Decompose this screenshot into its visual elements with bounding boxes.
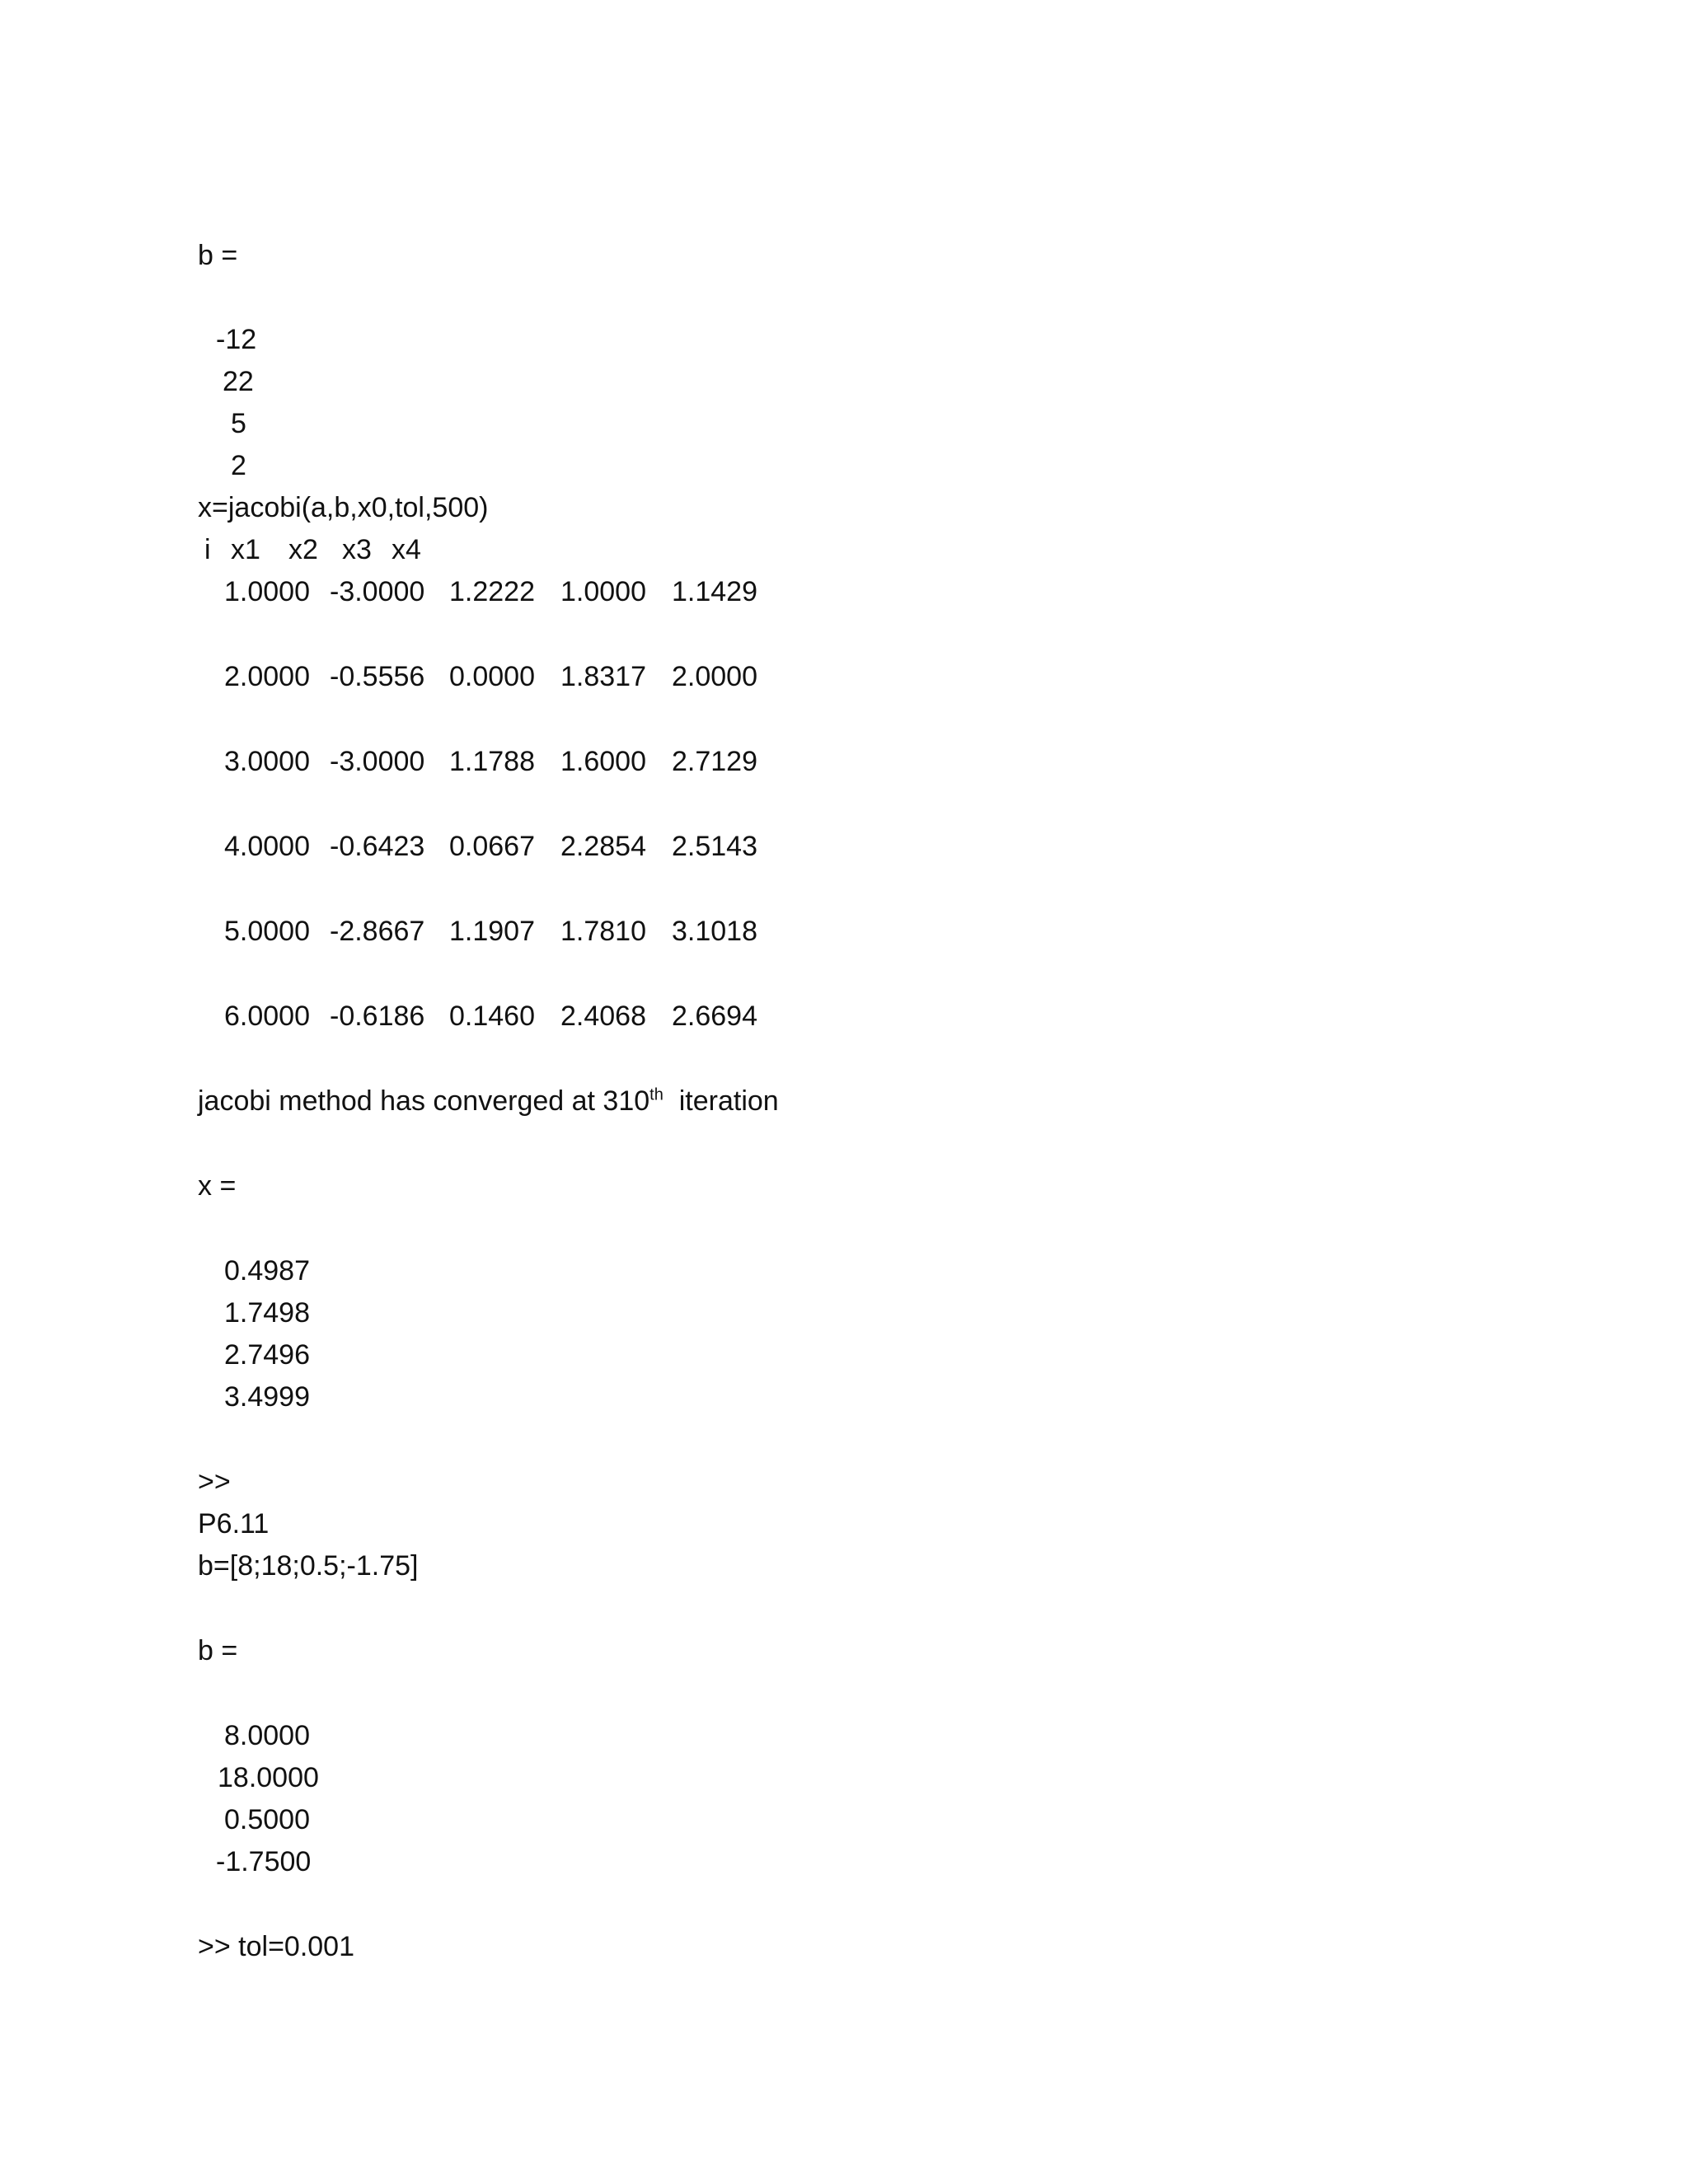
cell-x2: 1.2222: [449, 576, 535, 607]
cell-x2: 0.1460: [449, 1001, 535, 1032]
cell-x4: 2.7129: [672, 746, 757, 777]
b-value: -12: [216, 324, 257, 355]
header-i: i: [204, 534, 211, 565]
x-value: 2.7496: [224, 1339, 310, 1371]
cell-x2: 0.0000: [449, 661, 535, 692]
x-value: 3.4999: [224, 1381, 310, 1413]
cell-x3: 1.7810: [560, 916, 646, 947]
cell-x4: 2.6694: [672, 1001, 757, 1032]
cell-x1: -2.8667: [330, 916, 425, 947]
cell-x4: 2.5143: [672, 831, 757, 862]
cell-x3: 2.4068: [560, 1001, 646, 1032]
x-value: 1.7498: [224, 1297, 310, 1329]
cell-x1: -0.6186: [330, 1001, 425, 1032]
convergence-text: jacobi method has converged at 310: [198, 1085, 650, 1117]
b-value: 8.0000: [224, 1720, 310, 1751]
cell-i: 5.0000: [224, 916, 310, 947]
b-value: 5: [231, 408, 246, 439]
jacobi-call: x=jacobi(a,b,x0,tol,500): [198, 492, 489, 523]
cell-x2: 1.1788: [449, 746, 535, 777]
cell-i: 6.0000: [224, 1001, 310, 1032]
cell-i: 2.0000: [224, 661, 310, 692]
convergence-text-end: iteration: [663, 1085, 779, 1117]
b-value: 2: [231, 450, 246, 481]
convergence-message: [198, 1085, 779, 1118]
ordinal-suffix: th: [649, 1085, 663, 1104]
cell-x3: 1.8317: [560, 661, 646, 692]
cell-x1: -0.6423: [330, 831, 425, 862]
problem-label: P6.11: [198, 1508, 270, 1540]
cell-x3: 2.2854: [560, 831, 646, 862]
cell-x1: -3.0000: [330, 746, 425, 777]
command-prompt: >>: [198, 1466, 231, 1497]
cell-x2: 0.0667: [449, 831, 535, 862]
tol-command: >> tol=0.001: [198, 1931, 355, 1962]
cell-x4: 3.1018: [672, 916, 757, 947]
b-label: b =: [198, 1635, 238, 1666]
cell-x4: 2.0000: [672, 661, 757, 692]
cell-i: 4.0000: [224, 831, 310, 862]
header-x1: x1: [231, 534, 260, 565]
cell-i: 3.0000: [224, 746, 310, 777]
x-label: x =: [198, 1170, 237, 1202]
cell-x3: 1.6000: [560, 746, 646, 777]
header-x4: x4: [392, 534, 421, 565]
cell-i: 1.0000: [224, 576, 310, 607]
b-value: 0.5000: [224, 1804, 310, 1835]
b-assignment: b=[8;18;0.5;-1.75]: [198, 1550, 419, 1582]
cell-x3: 1.0000: [560, 576, 646, 607]
header-x2: x2: [288, 534, 318, 565]
x-value: 0.4987: [224, 1255, 310, 1286]
b-label: b =: [198, 240, 238, 271]
cell-x1: -0.5556: [330, 661, 425, 692]
cell-x4: 1.1429: [672, 576, 757, 607]
b-value: -1.7500: [216, 1846, 312, 1877]
b-value: 18.0000: [218, 1762, 319, 1793]
b-value: 22: [223, 366, 254, 397]
cell-x1: -3.0000: [330, 576, 425, 607]
cell-x2: 1.1907: [449, 916, 535, 947]
header-x3: x3: [342, 534, 372, 565]
